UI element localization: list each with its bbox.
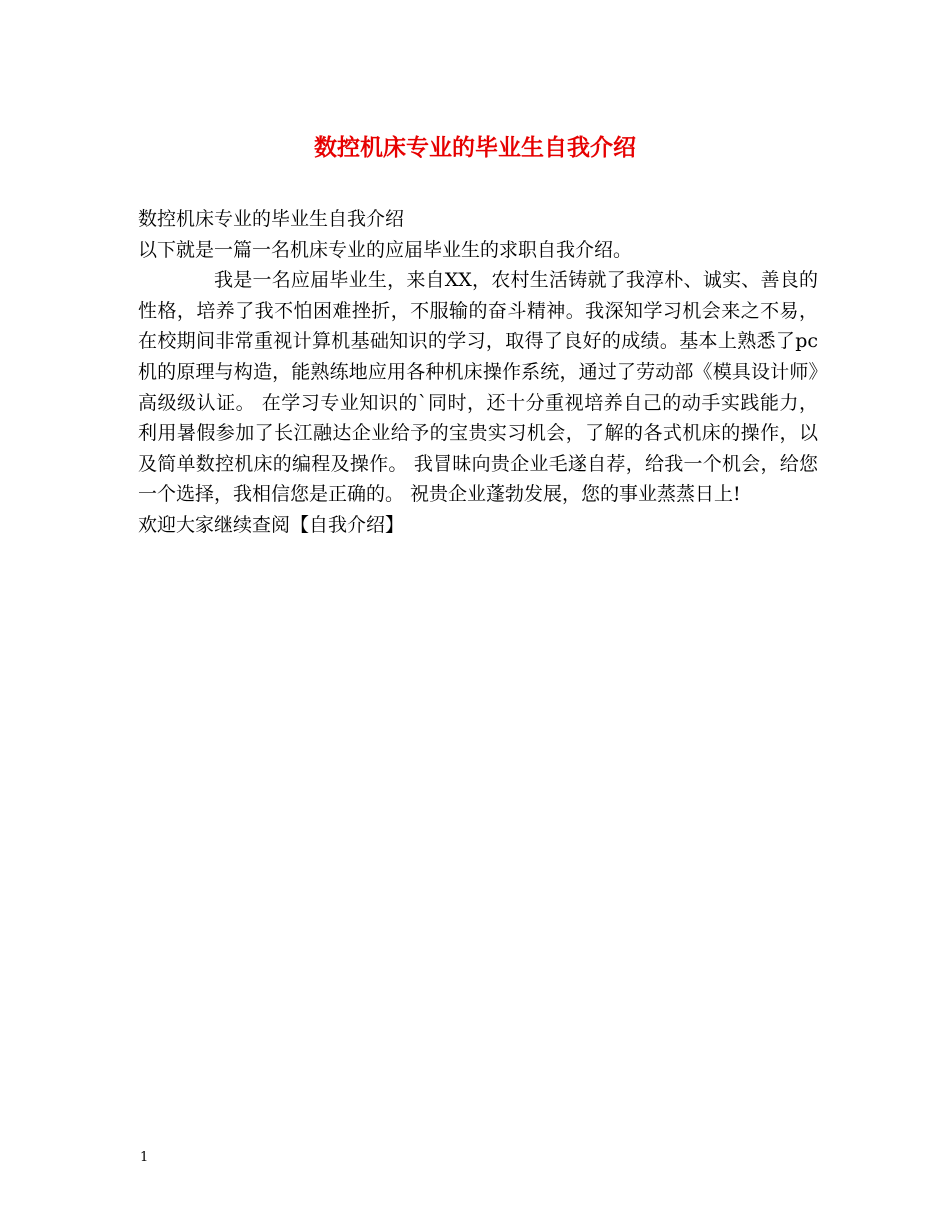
page-number: 1 xyxy=(140,1150,149,1165)
intro-line: 以下就是一篇一名机床专业的应届毕业生的求职自我介绍。 xyxy=(138,238,633,261)
document-title: 数控机床专业的毕业生自我介绍 xyxy=(314,134,636,161)
document-body xyxy=(138,204,818,541)
subtitle-line: 数控机床专业的毕业生自我介绍 xyxy=(138,208,405,230)
closing-line: 欢迎大家继续查阅【自我介绍】 xyxy=(138,513,405,536)
main-paragraph: 我是一名应届毕业生，来自XX，农村生活铸就了我淳朴、诚实、善良的性格，培养了我不怕困难挫折，不服输的奋斗精神。我深知学习机会来之不易，在校期间非常重视计算机基础知识的学习，取得了良好的成绩。基本上熟悉了pc机的原理与构造，能熟练地应用各种机床操作系统，通过了劳动部《模具设计师》高级级认证。 在学习专业知识的`同时，还十分重视培养自己的动手实践能力，利用暑假参加了长江融达企业给予的宝贵实习机会，了解的各式机床的操作，以及简单数控机床的编程及操作。 我冒昧向贵企业毛遂自荐，给我一个机会，给您一个选择，我相信您是正确的。 祝贵企业蓬勃发展，您的事业蒸蒸日上! xyxy=(138,269,818,506)
